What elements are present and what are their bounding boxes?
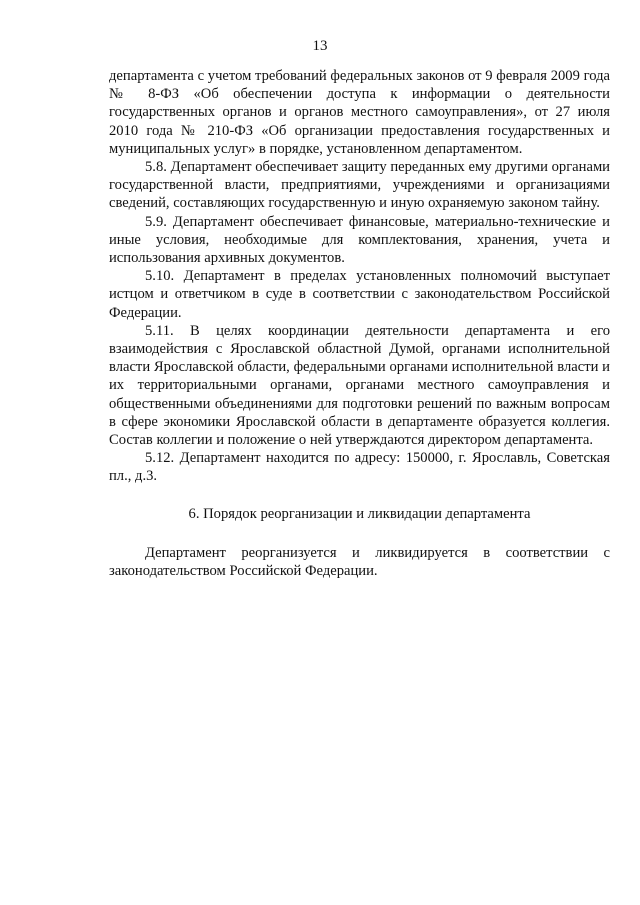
paragraph-5-11: 5.11. В целях координации деятельности департамента и его взаимодействия с Ярославской областной Думой, органами исполнительной власти Ярославской области, федеральными органами исполнительной власти и их территориальными органами, органами местного самоуправления и общественными объединениями для подготовки решений по важным вопросам в сфере экономики Ярославской области в департаменте образуется коллегия. Состав коллегии и положение о ней утверждаются директором департамента. — [109, 322, 610, 449]
document-body — [109, 67, 610, 580]
paragraph-5-9: 5.9. Департамент обеспечивает финансовые, материально-технические и иные условия, необходимые для комплектования, хранения, учета и использования архивных документов. — [109, 213, 610, 267]
section-heading: 6. Порядок реорганизации и ликвидации департамента — [188, 505, 531, 522]
paragraph-continuation: департамента с учетом требований федеральных законов от 9 февраля 2009 года № 8-ФЗ «Об обеспечении доступа к информации о деятельности государственных органов и органов местного самоуправления», от 27 июля 2010 года № 210-ФЗ «Об организации предоставления государственных и муниципальных услуг» в порядке, установленном департаментом. — [109, 68, 610, 157]
paragraph-5-12: 5.12. Департамент находится по адресу: 150000, г. Ярославль, Советская пл., д.3. — [109, 450, 610, 485]
page-number: 13 — [312, 38, 328, 54]
paragraph-5-8: 5.8. Департамент обеспечивает защиту переданных ему другими органами государственной власти, предприятиями, учреждениями и организациями сведений, составляющих государственную и иную охраняемую законом тайну. — [109, 159, 610, 212]
paragraph-5-10: 5.10. Департамент в пределах установленных полномочий выступает истцом и ответчиком в суде в соответствии с законодательством Российской Федерации. — [109, 268, 610, 321]
paragraph-closing: Департамент реорганизуется и ликвидируется в соответствии с законодательством Российской Федерации. — [109, 544, 610, 580]
